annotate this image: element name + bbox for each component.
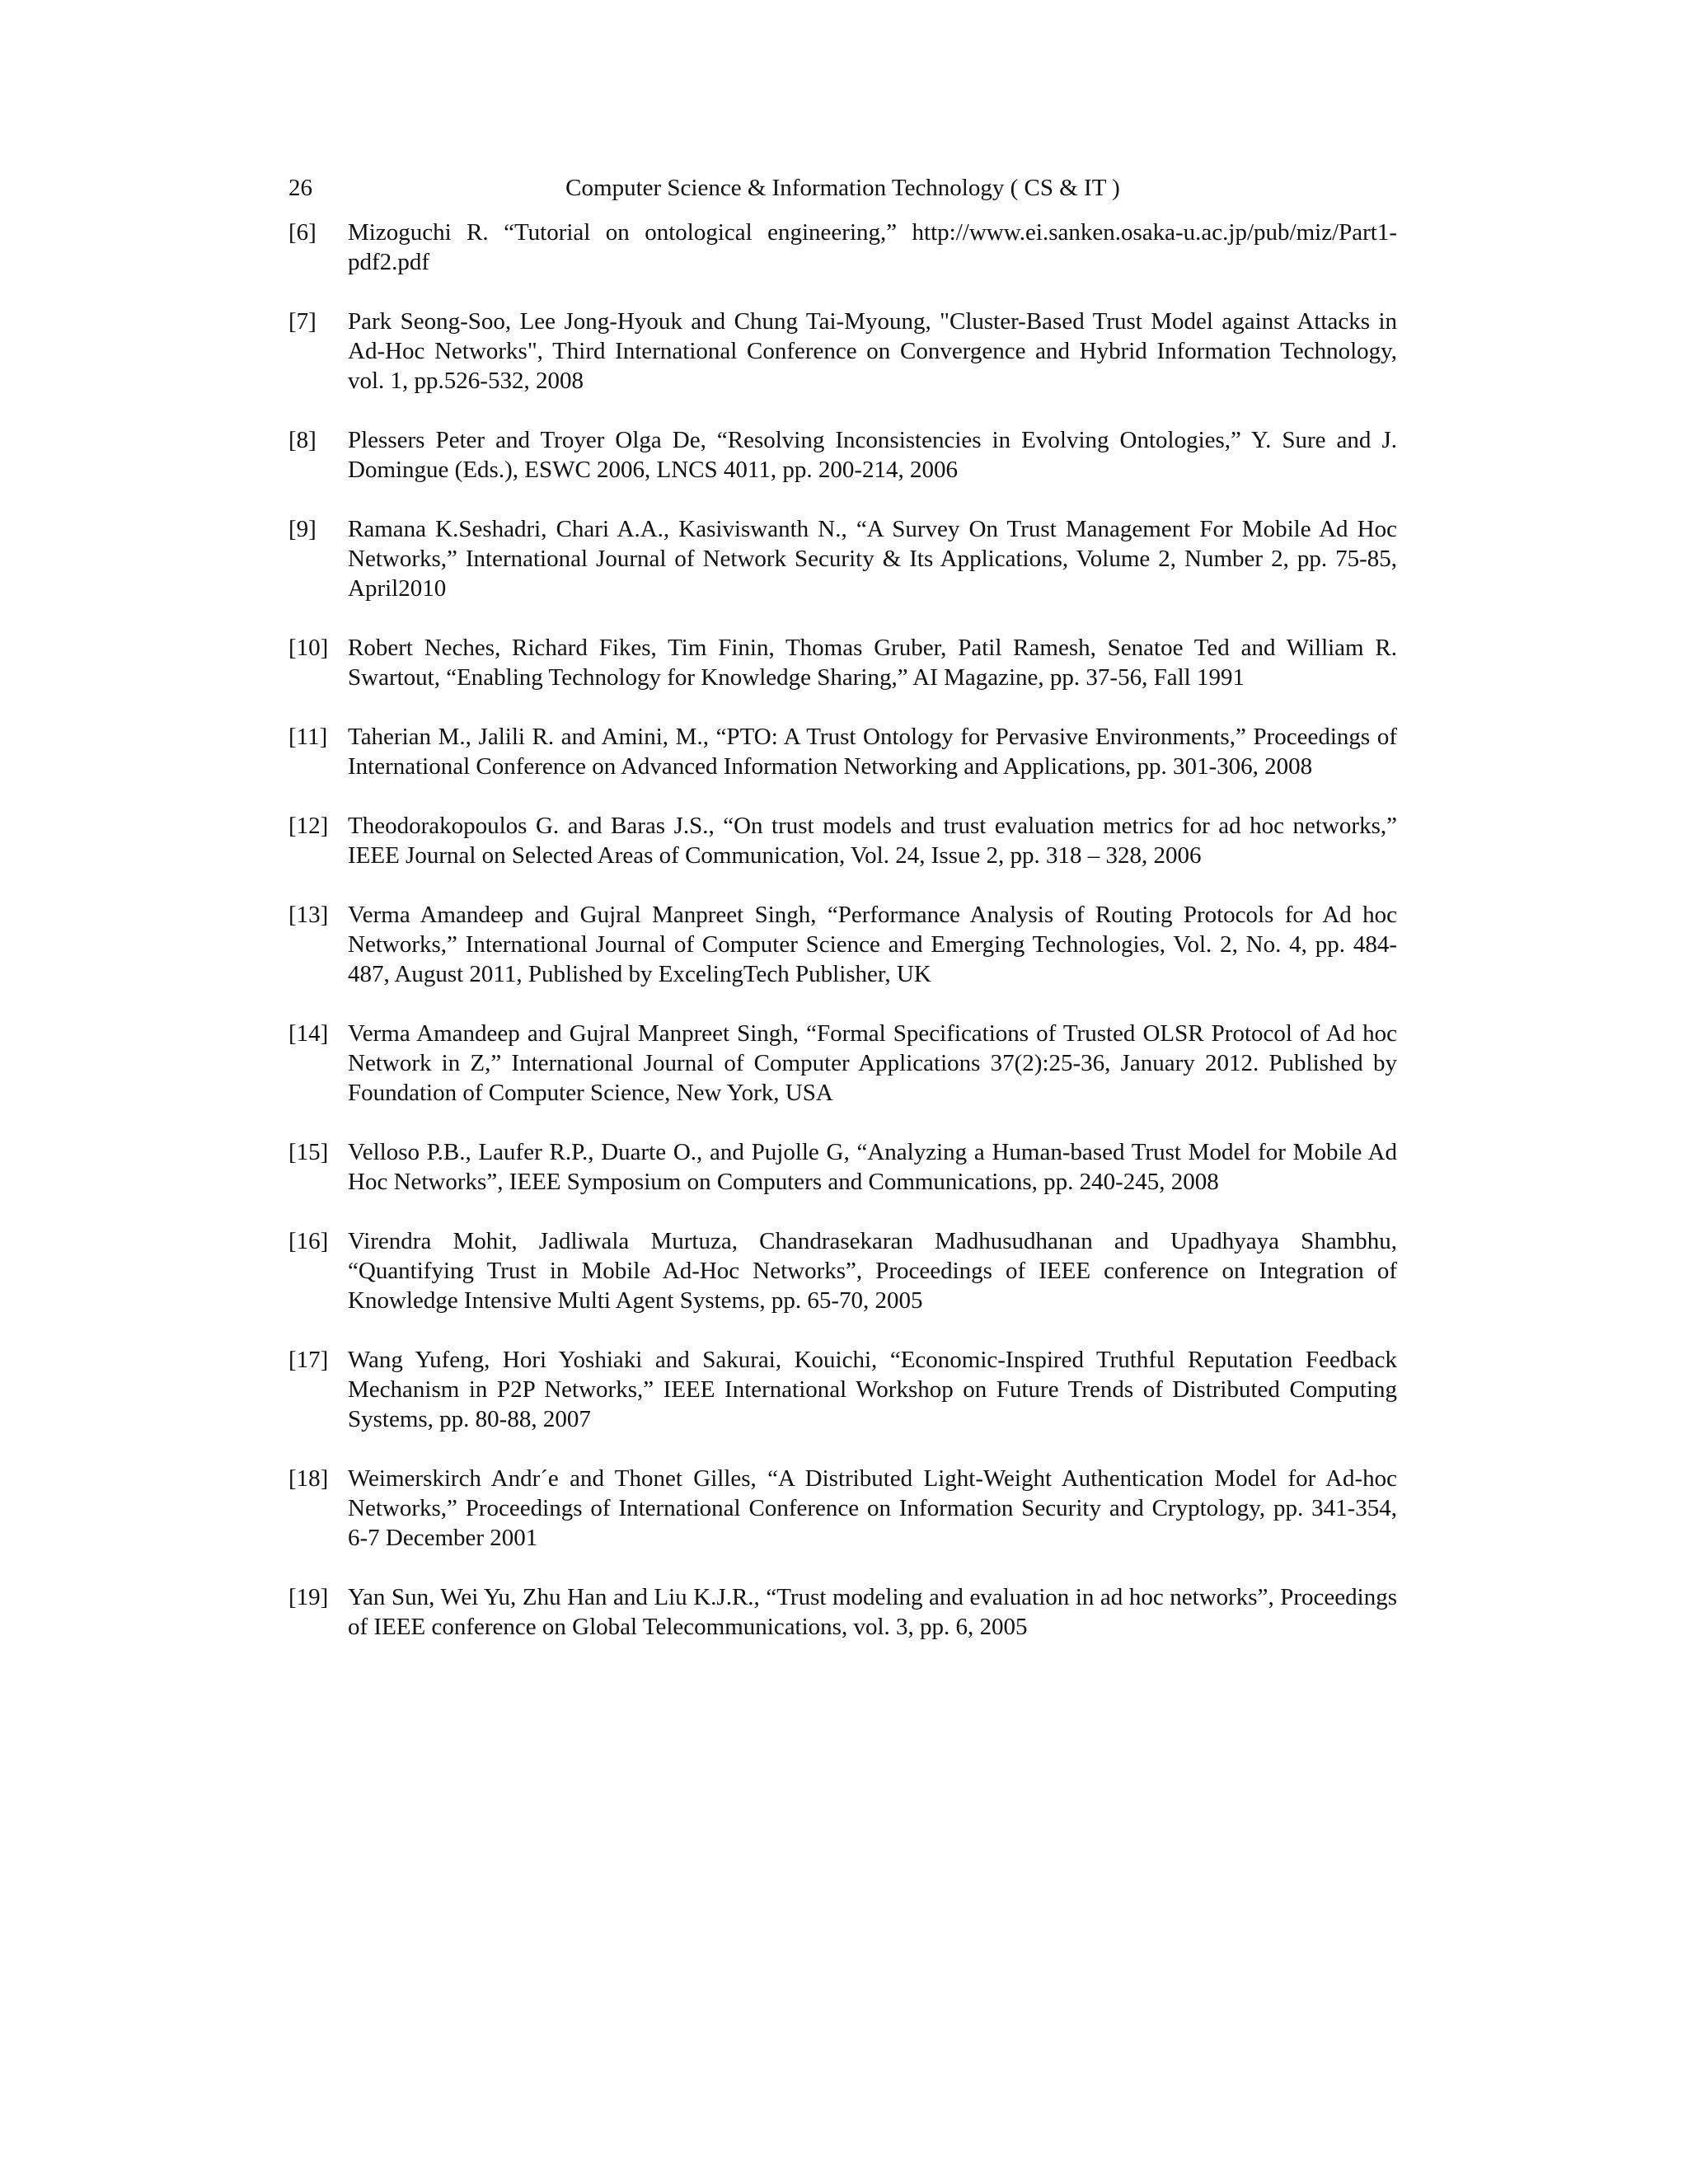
journal-title: Computer Science & Information Technology ( CS & IT ) (565, 175, 1120, 201)
reference-label: [15] (288, 1139, 329, 1165)
reference-11 (288, 722, 1397, 781)
reference-text: Ramana K.Seshadri, Chari A.A., Kasiviswanth N., “A Survey On Trust Management For Mobile Ad Hoc Networks,” International Journal of Network Security & Its Applications, Volume 2, Number 2, pp. 75-85, April2010 (348, 516, 1397, 602)
reference-text: Virendra Mohit, Jadliwala Murtuza, Chandrasekaran Madhusudhanan and Upadhyaya Shambhu, “Quantifying Trust in Mobile Ad-Hoc Networks”, Proceedings of IEEE conference on Integration of Knowledge Intensive Multi Agent Systems, pp. 65-70, 2005 (348, 1228, 1397, 1314)
reference-text: Verma Amandeep and Gujral Manpreet Singh, “Formal Specifications of Trusted OLSR Protocol of Ad hoc Network in Z,” International Journal of Computer Applications 37(2):25-36, January 2012. Published by Foundation of Computer Science, New York, USA (348, 1020, 1397, 1106)
reference-10 (288, 633, 1397, 692)
reference-label: [9] (288, 516, 316, 542)
reference-text: Weimerskirch Andr´e and Thonet Gilles, “A Distributed Light-Weight Authentication Model for Ad-hoc Networks,” Proceedings of International Conference on Information Security and Cryptology, pp. 341-354, 6-7 December 2001 (348, 1465, 1397, 1551)
reference-6 (288, 218, 1397, 277)
page-number: 26 (288, 175, 312, 201)
reference-14 (288, 1019, 1397, 1108)
reference-15 (288, 1137, 1397, 1197)
reference-label: [6] (288, 219, 316, 246)
running-header (288, 171, 1397, 204)
reference-label: [11] (288, 724, 328, 750)
reference-label: [7] (288, 308, 316, 335)
reference-17 (288, 1345, 1397, 1434)
reference-8 (288, 425, 1397, 485)
reference-label: [16] (288, 1228, 329, 1254)
reference-text: Mizoguchi R. “Tutorial on ontological engineering,” http://www.ei.sanken.osaka-u.ac.jp/pub/miz/Part1-pdf2.pdf (348, 219, 1397, 275)
reference-7 (288, 307, 1397, 396)
reference-text: Velloso P.B., Laufer R.P., Duarte O., and Pujolle G, “Analyzing a Human-based Trust Model for Mobile Ad Hoc Networks”, IEEE Symposium on Computers and Communications, pp. 240-245, 2008 (348, 1139, 1397, 1195)
reference-16 (288, 1226, 1397, 1315)
reference-text: Park Seong-Soo, Lee Jong-Hyouk and Chung Tai-Myoung, "Cluster-Based Trust Model against Attacks in Ad-Hoc Networks", Third International Conference on Convergence and Hybrid Information Technology, vol. 1, pp.526-532, 2008 (348, 308, 1397, 394)
reference-label: [14] (288, 1020, 329, 1047)
reference-9 (288, 514, 1397, 603)
reference-label: [13] (288, 902, 329, 928)
reference-list (288, 218, 1397, 1671)
reference-text: Theodorakopoulos G. and Baras J.S., “On trust models and trust evaluation metrics for ad hoc networks,” IEEE Journal on Selected Areas of Communication, Vol. 24, Issue 2, pp. 318 – 328, 2006 (348, 813, 1397, 869)
reference-text: Wang Yufeng, Hori Yoshiaki and Sakurai, Kouichi, “Economic-Inspired Truthful Reputation Feedback Mechanism in P2P Networks,” IEEE International Workshop on Future Trends of Distributed Computing Systems, pp. 80-88, 2007 (348, 1347, 1397, 1432)
reference-label: [10] (288, 635, 329, 661)
reference-text: Verma Amandeep and Gujral Manpreet Singh, “Performance Analysis of Routing Protocols for Ad hoc Networks,” International Journal of Computer Science and Emerging Technologies, Vol. 2, No. 4, pp. 484-487, August 2011, Published by ExcelingTech Publisher, UK (348, 902, 1397, 987)
reference-label: [18] (288, 1465, 329, 1492)
reference-label: [17] (288, 1347, 329, 1373)
reference-label: [19] (288, 1584, 329, 1610)
reference-12 (288, 811, 1397, 870)
reference-text: Yan Sun, Wei Yu, Zhu Han and Liu K.J.R., “Trust modeling and evaluation in ad hoc networks”, Proceedings of IEEE conference on Global Telecommunications, vol. 3, pp. 6, 2005 (348, 1584, 1397, 1640)
reference-label: [8] (288, 427, 316, 453)
reference-label: [12] (288, 813, 329, 839)
reference-text: Robert Neches, Richard Fikes, Tim Finin, Thomas Gruber, Patil Ramesh, Senatoe Ted and William R. Swartout, “Enabling Technology for Knowledge Sharing,” AI Magazine, pp. 37-56, Fall 1991 (348, 635, 1397, 691)
reference-18 (288, 1464, 1397, 1553)
reference-text: Plessers Peter and Troyer Olga De, “Resolving Inconsistencies in Evolving Ontologies,” Y. Sure and J. Domingue (Eds.), ESWC 2006, LNCS 4011, pp. 200-214, 2006 (348, 427, 1397, 483)
reference-text: Taherian M., Jalili R. and Amini, M., “PTO: A Trust Ontology for Pervasive Environments,” Proceedings of International Conference on Advanced Information Networking and Applications, pp. 301-306, 2008 (348, 724, 1397, 780)
reference-19 (288, 1582, 1397, 1642)
reference-13 (288, 900, 1397, 989)
